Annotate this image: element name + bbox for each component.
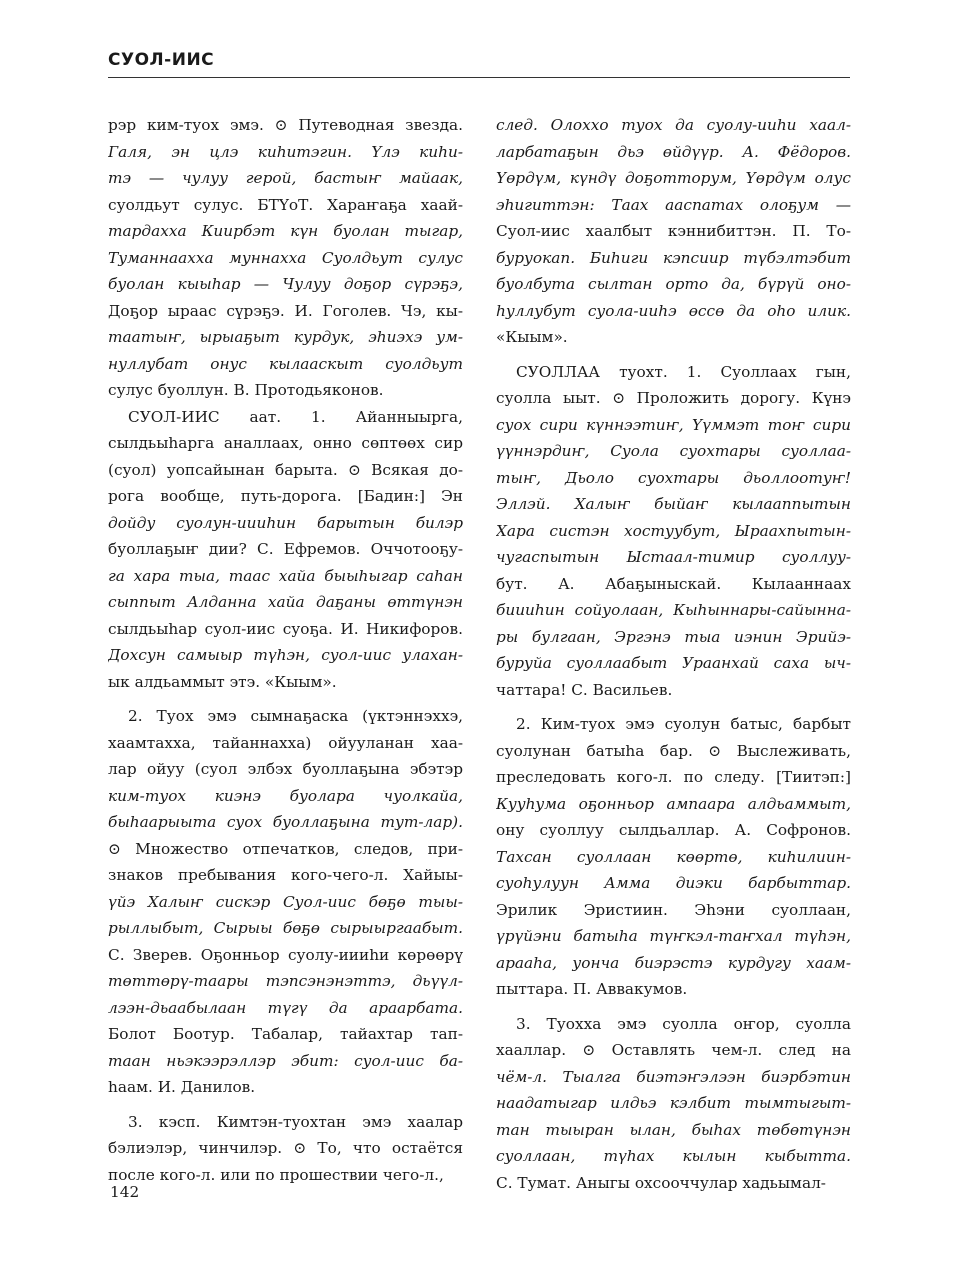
text-line: Кууhума оҕонньор ампаара алдьаммыт, <box>496 794 851 813</box>
text-line: суоhулуун Амма диэки барбыттар. <box>496 874 851 892</box>
text-line: арааhа, уонча биэрэстэ курдугу хаам- <box>496 953 851 972</box>
text-line: тан тыыран ылан, быhах төбөтүнэн <box>496 1120 851 1139</box>
page-number: 142 <box>110 1183 140 1201</box>
text-line: ры булгаан, Эргэнэ тыа иэнин Эрийэ- <box>496 627 851 646</box>
text-line: буолбута сылтан орто да, бүрүй оно- <box>496 275 851 293</box>
header-title: СУОЛ-ИИС <box>108 50 215 70</box>
text-line: хаамтахха, тайаннахха) ойууланан хаа- <box>108 733 463 752</box>
text-line: рыллыбыт, Сырыы бөҕө сырыыргаабыт. <box>108 919 463 937</box>
text-line: сулус буоллун. В. Протодьяконов. <box>108 381 384 399</box>
sense-line: 3. кэсп. Кимтэн-туохтан эмэ хаалар <box>128 1112 463 1131</box>
text-line: буруокап. Биhиги кэпсиир түбэлтэбит <box>496 248 851 267</box>
text-line: Туманнаахха муннахха Суолдьут сулус <box>108 248 463 267</box>
text-line: сыппыт Алданна хайа даҕаны өттүнэн <box>108 593 463 611</box>
text-line: след. Олоххо туох да суолу-ииhи хаал- <box>496 116 851 134</box>
text-line: hуллубут суола-ииhэ өссө да оhо илик. <box>496 301 851 320</box>
text-line: Эллэй. Халыҥ быйаҥ кылааппытын <box>496 495 851 513</box>
text-line: Суол-иис хаалбыт кэннибиттэн. П. То- <box>496 222 851 240</box>
text-line: тэ — чулуу герой, бастыҥ майаак, <box>108 169 463 187</box>
text-line: С. Тумат. Аныгы охсооччулар хадьымал- <box>496 1173 826 1192</box>
text-line: (суол) уопсайынан барыта. ⊙ Всякая до- <box>108 460 463 479</box>
entry-headword-line: СУОЛЛАА туохт. 1. Суоллаах гын, <box>516 362 851 381</box>
text-line: дойду суолун-иииhин барытын билэр <box>108 513 463 532</box>
text-line: үрүйэни батыhа түҥкэл-таҥхал түhэн, <box>496 927 851 945</box>
text-line: ⊙ Множество отпечатков, следов, при- <box>108 839 463 858</box>
text-line: Үөрдүм, күндү доҕотторум, Үөрдүм олус <box>496 169 851 187</box>
entry-headword-line: СУОЛ-ИИС аат. 1. Айанныырга, <box>128 407 463 426</box>
text-line: суолла ыыт. ⊙ Проложить дорогу. Күнэ <box>496 389 851 407</box>
text-line: үйэ Халыҥ сискэр Суол-иис бөҕө тыы- <box>108 892 463 911</box>
text-line: после кого-л. или по прошествии чего-л., <box>108 1165 444 1184</box>
text-line: пыттара. П. Аввакумов. <box>496 980 688 998</box>
text-line: Хара систэн хостуубут, Ыраахпытын- <box>496 521 851 540</box>
text-line: «Кыым». <box>496 328 568 346</box>
text-line: бэлиэлэр, чинчилэр. ⊙ То, что остаётся <box>108 1139 463 1157</box>
text-line: төттөрү-таары тэпсэнэнэттэ, дьүүл- <box>108 972 463 990</box>
text-line: С. Зверев. Оҕонньор суолу-иииhи көрөөрү <box>108 945 463 964</box>
text-line: наадатыгар илдьэ кэлбит тымтыгыт- <box>496 1094 851 1112</box>
text-line: тыҥ, Дьоло суохтары дьоллоотуҥ! <box>496 468 851 487</box>
running-header <box>108 50 850 70</box>
right-column <box>496 112 851 1196</box>
text-line: нуллубат онус кылааскыт суолдьут <box>108 354 463 373</box>
text-line: рога вообще, путь-дорога. [Бадин:] Эн <box>108 487 463 505</box>
text-line: Эрилик Эристиин. Эhэни суоллаан, <box>496 900 851 919</box>
text-line: ким-туох киэнэ буолара чуолкайа, <box>108 786 463 805</box>
text-line: буолан кыыhар — Чулуу доҕор сүрэҕэ, <box>108 275 463 293</box>
text-line: чаттара! С. Васильев. <box>496 680 673 699</box>
text-line: Болот Боотур. Табалар, тайахтар тап- <box>108 1025 463 1043</box>
text-line: суох сири күннээтиҥ, Үүммэт тоҥ сири <box>496 415 851 434</box>
text-line: буруйа суоллаабыт Ураанхай саха ыч- <box>496 654 851 672</box>
text-line: суолунан батыhа бар. ⊙ Выслеживать, <box>496 741 851 760</box>
text-line: Тахсан суоллаан көөртө, киhилиин- <box>496 847 851 866</box>
text-line: биииhин сойуолаан, Кыhыннары-сайынна- <box>496 601 851 619</box>
text-line: чугаспытын Ыстаал-тимир суоллуу- <box>496 548 851 566</box>
left-column <box>108 112 463 1188</box>
header-rule <box>108 77 850 78</box>
text-line: лээн-дьаабылаан түгү да араарбата. <box>108 998 463 1017</box>
text-line: бут. А. Абаҕыныскай. Кылааннаах <box>496 574 851 593</box>
text-line: сылдьыhарга аналлаах, онно сөптөөх сир <box>108 434 463 452</box>
text-line: преследовать кого-л. по следу. [Тиитэп:] <box>496 768 851 786</box>
text-line: чём-л. Тыалга биэтэҥэлээн биэрбэтин <box>496 1067 851 1086</box>
text-line: буоллаҕыҥ дии? С. Ефремов. Оччотооҕу- <box>108 540 463 558</box>
sense-line: 3. Туохха эмэ суолла оҥор, суолла <box>516 1014 851 1033</box>
text-line: га хара тыа, таас хайа быыhыгар саhан <box>108 566 463 585</box>
text-line: Галя, эн цлэ киhитэгин. Үлэ киhи- <box>108 142 463 161</box>
text-line: ону суоллуу сылдьаллар. А. Софронов. <box>496 821 851 839</box>
text-line: hаам. И. Данилов. <box>108 1078 256 1096</box>
text-line: суолдьут сулус. БТҮоТ. Хараҥаҕа хаай- <box>108 195 463 214</box>
sense-line: 2. Туох эмэ сымнаҕаска (үктэннэххэ, <box>128 707 463 725</box>
text-line: эhигиттэн: Таах ааспатах олоҕум — <box>496 195 851 214</box>
text-line: Доҕор ыраас сүрэҕэ. И. Гоголев. Чэ, кы- <box>108 301 463 320</box>
text-line: быhаарыыта суох буоллаҕына тут-лар). <box>108 813 463 831</box>
text-line: үүннэрдиҥ, Суола суохтары суоллаа- <box>496 442 851 460</box>
text-line: сылдьыhар суол-иис суоҕа. И. Никифоров. <box>108 619 463 638</box>
sense-line: 2. Ким-туох эмэ суолун батыс, барбыт <box>516 715 851 733</box>
text-line: Дохсун самыыр түhэн, суол-иис улахан- <box>108 646 463 664</box>
text-line: таатыҥ, ырыаҕыт курдук, эhиэхэ ум- <box>108 328 463 346</box>
text-line: знаков пребывания кого-чего-л. Хайыы- <box>108 866 463 884</box>
text-line: таан ньэкээрэллэр эбит: суол-иис ба- <box>108 1051 463 1070</box>
text-line: суоллаан, түhах кылын кыбытта. <box>496 1147 851 1165</box>
text-line: тардахха Киирбэт күн буолан тыгар, <box>108 222 463 240</box>
text-line: рэр ким-туох эмэ. ⊙ Путеводная звезда. <box>108 116 463 134</box>
text-line: ык алдьаммыт этэ. «Кыым». <box>108 672 337 691</box>
text-line: хааллар. ⊙ Оставлять чем-л. след на <box>496 1041 851 1059</box>
text-line: лар ойуу (суол элбэх буоллаҕына эбэтэр <box>108 760 463 778</box>
text-line: ларбатаҕын дьэ өйдүүр. А. Фёдоров. <box>496 142 851 161</box>
